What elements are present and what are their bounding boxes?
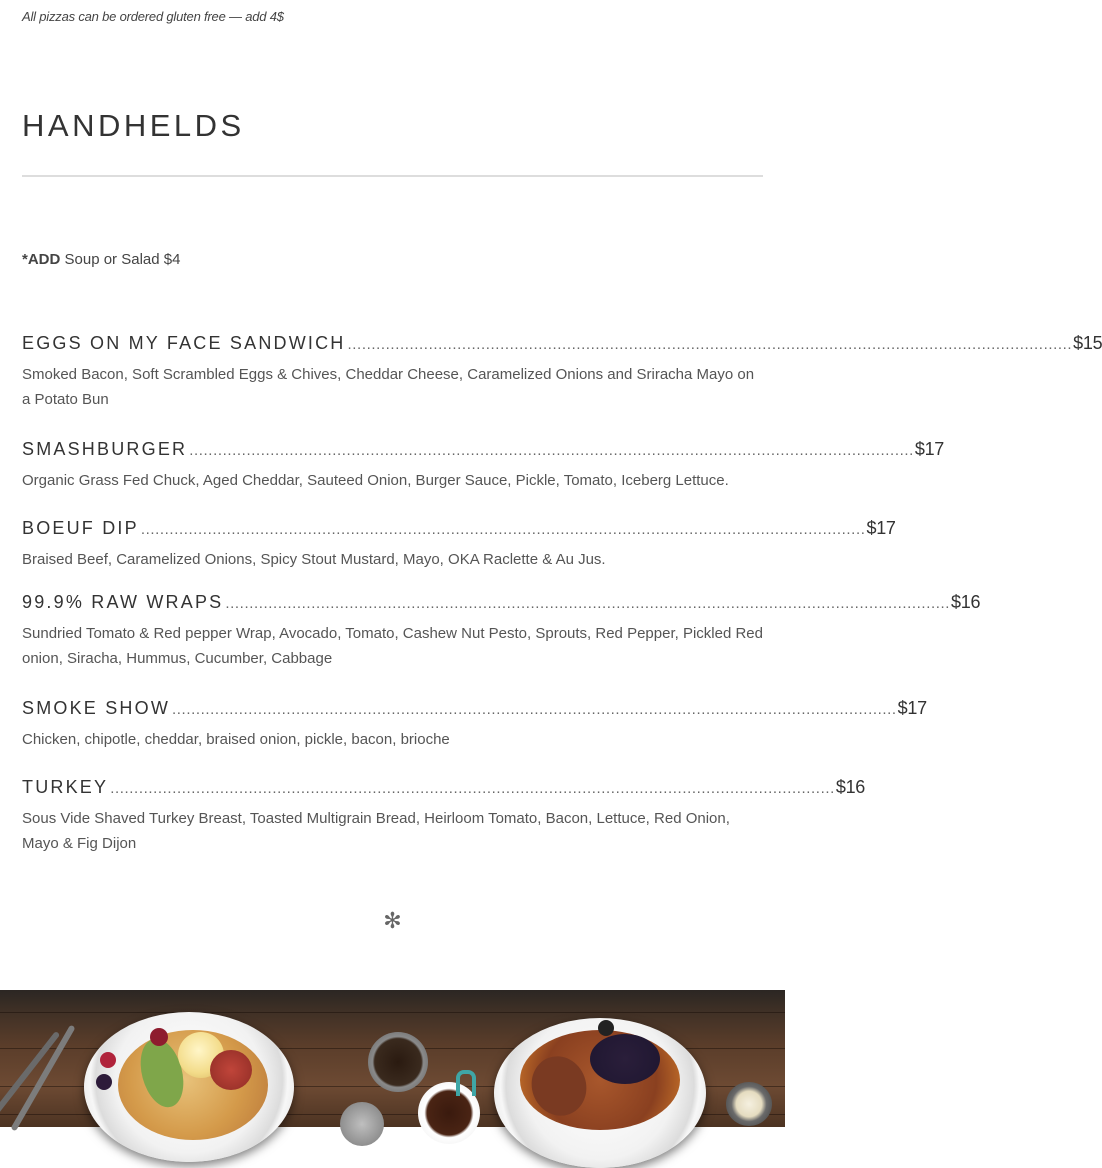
addon-note <box>22 251 180 268</box>
menu-item <box>22 592 981 671</box>
blackberry <box>96 1074 112 1090</box>
menu-item-price: $17 <box>866 518 896 538</box>
menu-item <box>22 777 866 856</box>
dot-leader: ........................................................................................................................................................ <box>225 595 951 612</box>
menu-item <box>22 439 945 493</box>
asterisk-icon: ✻ <box>383 908 402 933</box>
mug-handle <box>456 1070 476 1096</box>
menu-item <box>22 698 927 752</box>
berry <box>598 1020 614 1036</box>
menu-item-name: SMOKE SHOW <box>22 698 171 718</box>
food-photo <box>0 990 785 1127</box>
dot-leader: ........................................................................................................................................................ <box>172 701 897 718</box>
coffee-cup <box>368 1032 428 1092</box>
gluten-free-note: All pizzas can be ordered gluten free — add 4$ <box>22 9 284 24</box>
menu-item-name: TURKEY <box>22 777 109 797</box>
menu-item-price: $16 <box>835 777 866 797</box>
spoon <box>340 1102 384 1146</box>
dot-leader: ........................................................................................................................................................ <box>189 442 914 459</box>
menu-item-description: Organic Grass Fed Chuck, Aged Cheddar, Sauteed Onion, Burger Sauce, Pickle, Tomato, Iceberg Lettuce. <box>22 472 729 489</box>
addon-text: Soup or Salad $4 <box>60 251 181 268</box>
butter-dish <box>726 1082 772 1126</box>
dot-leader: ........................................................................................................................................................ <box>140 521 866 538</box>
menu-item-name: BOEUF DIP <box>22 518 139 538</box>
menu-item-description: Sundried Tomato & Red pepper Wrap, Avocado, Tomato, Cashew Nut Pesto, Sprouts, Red Pepper, Pickled Red onion, Siracha, Hummus, Cucumber, Cabbage <box>22 625 763 667</box>
dot-leader: ........................................................................................................................................................ <box>347 336 1073 353</box>
menu-item <box>22 333 1102 412</box>
menu-item-name: SMASHBURGER <box>22 439 188 459</box>
menu-item-description: Smoked Bacon, Soft Scrambled Eggs & Chives, Cheddar Cheese, Caramelized Onions and Sriracha Mayo on a Potato Bun <box>22 366 755 408</box>
bacon <box>210 1050 252 1090</box>
menu-item-price: $17 <box>897 698 927 718</box>
section-title: HANDHELDS <box>22 108 245 143</box>
addon-prefix: *ADD <box>22 251 61 268</box>
menu-item-price: $16 <box>951 592 981 612</box>
raspberry <box>150 1028 168 1046</box>
menu-item-price: $15 <box>1073 333 1102 353</box>
menu-item <box>22 518 896 572</box>
menu-item-price: $17 <box>914 439 945 459</box>
menu-item-name: EGGS ON MY FACE SANDWICH <box>22 333 346 353</box>
menu-item-name: 99.9% RAW WRAPS <box>22 592 224 612</box>
raspberry <box>100 1052 116 1068</box>
blueberries <box>590 1034 660 1084</box>
menu-item-description: Sous Vide Shaved Turkey Breast, Toasted Multigrain Bread, Heirloom Tomato, Bacon, Lettuce, Red Onion, Mayo & Fig Dijon <box>22 810 730 852</box>
menu-item-description: Chicken, chipotle, cheddar, braised onion, pickle, bacon, brioche <box>22 731 450 748</box>
dot-leader: ........................................................................................................................................................ <box>110 780 835 797</box>
section-divider <box>22 175 763 177</box>
menu-item-description: Braised Beef, Caramelized Onions, Spicy Stout Mustard, Mayo, OKA Raclette & Au Jus. <box>22 551 606 568</box>
